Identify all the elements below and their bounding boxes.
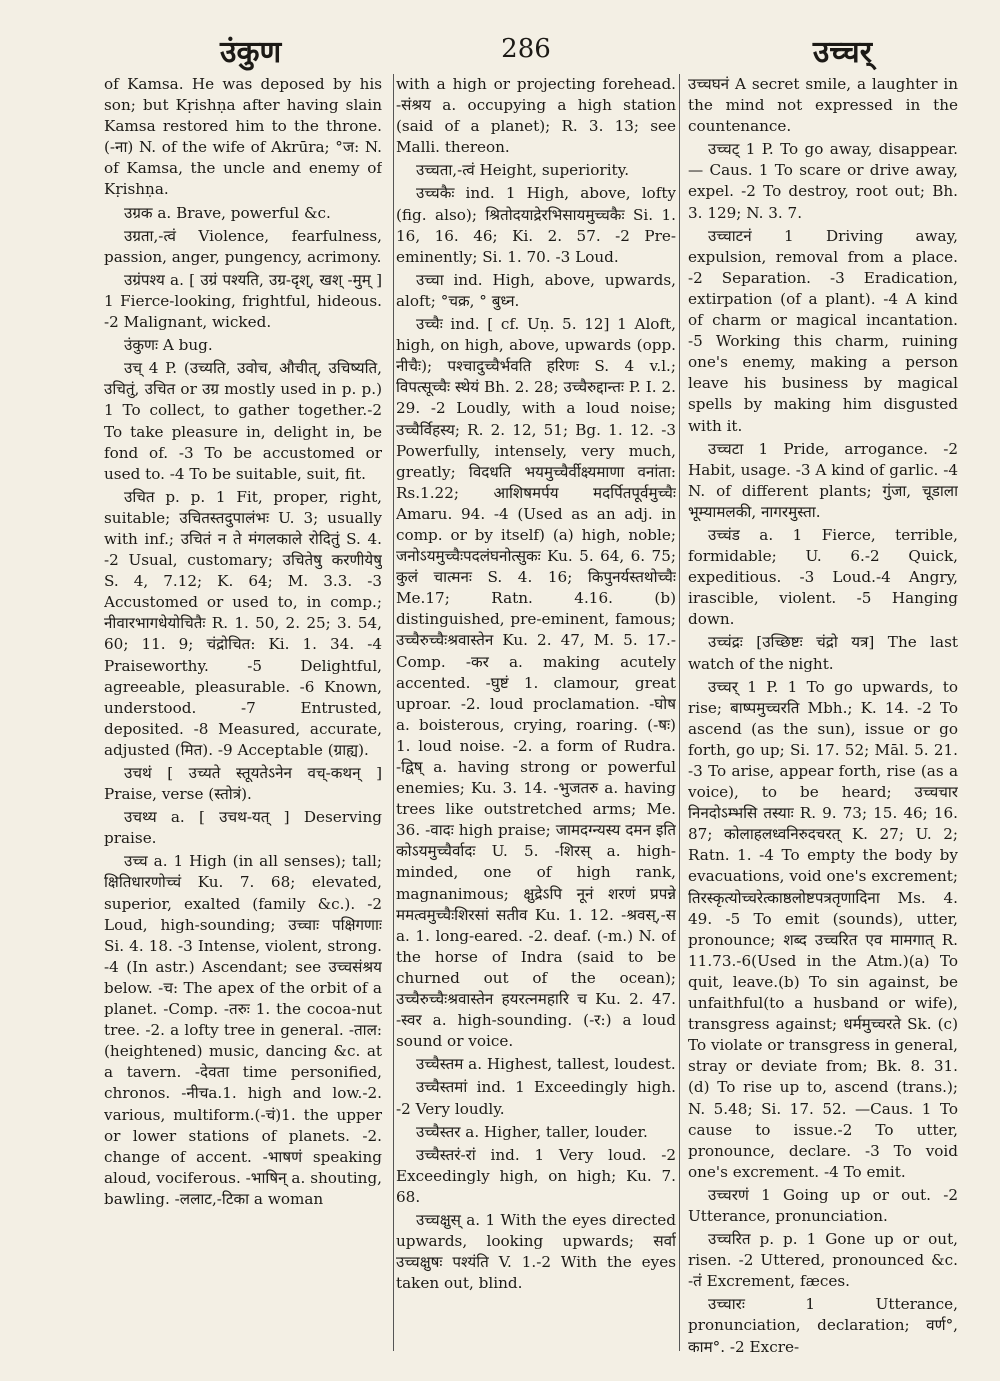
dictionary-entry: उच्चरित p. p. 1 Gone up or out, risen. -2 Uttered, pronounced &c. -तं Excrement, fæces.	[688, 1230, 958, 1291]
dictionary-entry: उच्चट् 1 P. To go away, disappear. — Caus. 1 To scare or drive away, expel. -2 To destroy, root out; Bh. 3. 129; N. 3. 7.	[688, 140, 958, 222]
dictionary-entry: उच् 4 P. (उच्यति, उवोच, औचीत्, उचिष्यति, उचितुं, उचित or उग्र mostly used in p. p.) 1 To collect, to gather together.-2 To take pleasure in, delight in, be fond of. -3 To be accustomed or used to. -4 To be suitable, suit, fit.	[104, 359, 382, 483]
dictionary-entry: उच्चैस्तमां ind. 1 Exceedingly high. -2 Very loudly.	[396, 1078, 676, 1118]
column-3	[688, 74, 958, 1361]
dictionary-entry: उच्चाटनं 1 Driving away, expulsion, removal from a place. -2 Separation. -3 Eradication, extirpation (of a plant). -4 A kind of charm or magical incantation. -5 Working this charm, ruining one's enemy, making a person leave his business by magical spells by making him disgusted with it.	[688, 226, 958, 435]
right-guide-word: उच्चर्	[812, 35, 872, 70]
dictionary-entry: उग्रंपश्य a. [ उग्रं पश्यति, उग्र-दृश्, खश् -मुम् ] 1 Fierce-looking, frightful, hideous. -2 Malignant, wicked.	[104, 270, 382, 332]
dictionary-entry: उच्चैस्तर a. Higher, taller, louder.	[416, 1122, 648, 1141]
left-guide-word: उंकुण	[220, 35, 282, 70]
dictionary-entry: उच्चता,-त्वं Height, superiority.	[416, 161, 630, 180]
dictionary-entry: उच्चटा 1 Pride, arrogance. -2 Habit, usage. -3 A kind of garlic. -4 N. of different plants; गुंजा, चूडाला भूम्यामलकी, नागरमुस्ता.	[688, 439, 958, 521]
dictionary-entry: उग्रता,-त्वं Violence, fearfulness, passion, anger, pungency, acrimony.	[104, 226, 382, 266]
dictionary-entry: उचित p. p. 1 Fit, proper, right, suitable; उचितस्तदुपालंभः U. 3; usually with inf.; उचितं न ते मंगलकाले रोदितुं S. 4. -2 Usual, customary; उचितेषु करणीयेषु S. 4, 7.12; K. 64; M. 3.3. -3 Accustomed or used to, in comp.; नीवारभागधेयोचितैः R. 1. 50, 2. 25; 3. 54, 60; 11. 9; चंद्रोचित: Ki. 1. 34. -4 Praiseworthy. -5 Delightful, agreeable, pleasurable. -6 Known, understood. -7 Entrusted, deposited. -8 Measured, accurate, adjusted (मित). -9 Acceptable (ग्राह्य).	[104, 487, 382, 759]
page-number: 286	[501, 34, 551, 64]
dictionary-entry: उच्चंड a. 1 Fierce, terrible, formidable; U. 6.-2 Quick, expeditious. -3 Loud.-4 Angry, irascible, violent. -5 Hanging down.	[688, 525, 958, 629]
dictionary-entry: उच्चक्षुस् a. 1 With the eyes directed upwards, looking upwards; सर्वा उच्चक्षुषः पश्यंति V. 1.-2 With the eyes taken out, blind.	[396, 1210, 676, 1293]
dictionary-entry: उग्रक a. Brave, powerful &c.	[124, 203, 331, 222]
dictionary-entry: उच्चारः 1 Utterance, pronunciation, declaration; वर्ण°, काम°. -2 Excre-	[688, 1295, 958, 1356]
dictionary-entry: उच्चा ind. High, above, upwards, aloft; °चक्र, ° बुध्न.	[396, 270, 676, 310]
columns-container	[104, 74, 958, 1361]
dictionary-entry: उच्चघनं A secret smile, a laughter in the mind not expressed in the countenance.	[688, 75, 958, 136]
running-header	[100, 28, 952, 72]
dictionary-entry: of Kamsa. He was deposed by his son; but Kṛishṇa after having slain Kamsa restored him to the throne. (-ना) N. of the wife of Akrūra; °ज: N. of Kamsa, the uncle and enemy of Kṛishṇa.	[104, 75, 382, 199]
dictionary-entry: उचथ्य a. [ उचथ-यत् ] Deserving praise.	[104, 808, 382, 848]
dictionary-entry: उच्चरणं 1 Going up or out. -2 Utterance, pronunciation.	[688, 1185, 958, 1225]
dictionary-entry: उचथं [ उच्यते स्तूयतेऽनेन वच्-कथन् ] Praise, verse (स्तोत्रं).	[104, 764, 382, 804]
dictionary-entry: उच्च a. 1 High (in all senses); tall; क्षितिधारणोच्चं Ku. 7. 68; elevated, superior, exalted (family &c.). -2 Loud, high-sounding; उच्चाः पक्षिगणाः Si. 4. 18. -3 Intense, violent, strong. -4 (In astr.) Ascendant; see उच्चसंश्रय below. -च: The apex of the orbit of a planet. -Comp. -तरुः 1. the cocoa-nut tree. -2. a lofty tree in general. -ताल: (heightened) music, dancing &c. at a tavern. -देवता time personified, chronos. -नीचa.1. high and low.-2. various, multiform.(-चं)1. the upper or lower stations of planets. -2. change of accent. -भाषणं speaking aloud, vociferous. -भाषिन् a. shouting, bawling. -ललाट,-टिका a woman	[104, 852, 382, 1208]
dictionary-entry: उच्चर् 1 P. 1 To go upwards, to rise; बाष्पमुच्चरति Mbh.; K. 14. -2 To ascend (as the sun), issue or go forth, go up; Si. 17. 52; Māl. 5. 21. -3 To arise, appear forth, rise (as a voice), to be heard; उच्चचार निनदोऽम्भसि तस्याः R. 9. 73; 15. 46; 16. 87; कोलाहलध्वनिरुदचरत् K. 27; U. 2; Ratn. 1. -4 To empty the body by evacuations, void one's excrement; तिरस्कृत्योच्चरेत्काष्ठलोष्टपत्रतृणादिना Ms. 4. 49. -5 To emit (sounds), utter, pronounce; शब्द उच्चरित एव मामगात् R. 11.73.-6(Used in the Atm.)(a) To quit, leave.(b) To sin against, be unfaithful(to a husband or wife), transgress against; धर्ममुच्चरते Sk. (c) To violate or transgress in general, stray or deviate from; Bk. 8. 31. (d) To rise up to, ascend (trans.); N. 5.48; Si. 17. 52. —Caus. 1 To cause to issue.-2 To utter, pronounce, declare. -3 To void one's excrement. -4 To emit.	[688, 677, 958, 1181]
column-1	[104, 74, 382, 1361]
column-2	[396, 74, 676, 1361]
dictionary-entry: with a high or projecting forehead. -संश्रय a. occupying a high station (said of a planet); R. 3. 13; see Malli. thereon.	[396, 75, 676, 157]
dictionary-entry: उच्चैस्तरं-रां ind. 1 Very loud. -2 Exceedingly high, on high; Ku. 7. 68.	[396, 1145, 676, 1206]
dictionary-entry: उच्चैः ind. [ cf. Uṇ. 5. 12] 1 Aloft, high, on high, above, upwards (opp. नीचैः); पश्चादुच्चैर्भवति हरिणः S. 4 v.l.; विपत्सूच्चैः स्थेयं Bh. 2. 28; उच्चैरुद्दान्तः P. I. 2. 29. -2 Loudly, with a loud noise; उच्चैर्विहस्य; R. 2. 12, 51; Bg. 1. 12. -3 Powerfully, intensely, very much, greatly; विदधति भयमुच्चैर्वीक्ष्यमाणा वनांता: Rs.1.22; आशिषमर्पय मदर्पितपूर्वमुच्चैः Amaru. 94. -4 (Used as an adj. in comp. or by itself) (a) high, noble; जनोऽयमुच्चैःपदलंघनोत्सुकः Ku. 5. 64, 6. 75; कुलं चात्मनः S. 4. 16; किपुनर्यस्तथोच्चैः Me.17; Ratn. 4.16. (b) distinguished, pre-eminent, famous; उच्चैरुच्चैःश्रवास्तेन Ku. 2. 47, M. 5. 17.-Comp. -कर a. making acutely accented. -घुष्टं 1. clamour, great uproar. -2. loud proclamation. -घोष a. boisterous, crying, roaring. (-षः) 1. loud noise. -2. a form of Rudra. -द्विष् a. having strong or powerful enemies; Ku. 3. 14. -भुजतरु a. having trees like outstretched arms; Me. 36. -वादः high praise; जामदग्न्यस्य दमन इति कोऽयमुच्चैर्वादः U. 5. -शिरस् a. high-minded, one of high rank, magnanimous; क्षुद्रेऽपि नूनं शरणं प्रपन्ने ममत्वमुच्चैःशिरसां सतीव Ku. 1. 12. -श्रवस्,-स a. 1. long-eared. -2. deaf. (-m.) N. of the horse of Indra (said to be churned out of the ocean); उच्चैरुच्चैःश्रवास्तेन हयरत्नमहारि च Ku. 2. 47. -स्वर a. high-sounding. (-र:) a loud sound or voice.	[396, 315, 676, 1051]
dictionary-entry: उच्चैस्तम a. Highest, tallest, loudest.	[416, 1055, 676, 1074]
dictionary-entry: उच्चंद्रः [उच्छिष्टः चंद्रो यत्र] The last watch of the night.	[688, 633, 958, 673]
dictionary-entry: उच्चकैः ind. 1 High, above, lofty (fig. also); श्रितोदयाद्रेरभिसायमुच्चकैः Si. 1. 16, 16. 46; Ki. 2. 57. -2 Pre-eminently; Si. 1. 70. -3 Loud.	[396, 184, 676, 266]
dictionary-entry: उंकुणः A bug.	[124, 336, 213, 355]
